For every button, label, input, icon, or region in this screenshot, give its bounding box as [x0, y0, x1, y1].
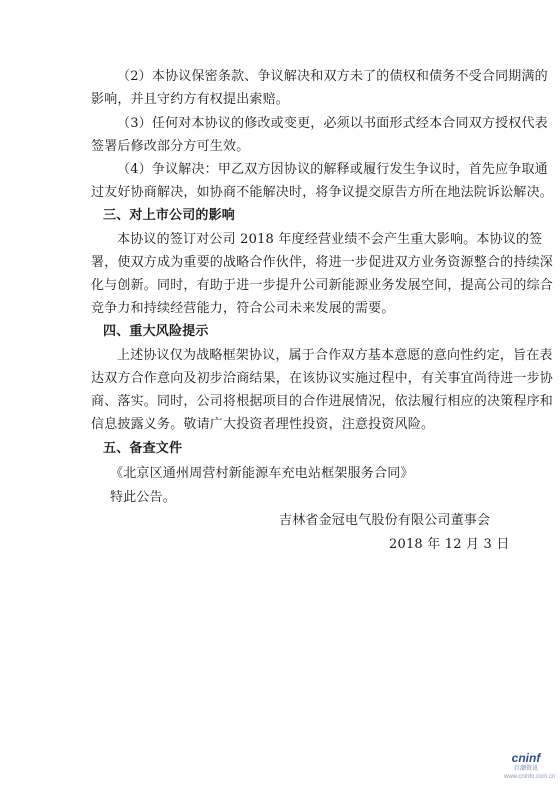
signatory: 吉林省金冠电气股份有限公司董事会: [279, 513, 491, 528]
section-3-line-2: 署，使双方成为重要的战略合作伙伴，将进一步促进双方业务资源整合的持续深: [91, 255, 554, 270]
section-3-line-3: 化与创新。同时，有助于进一步提升公司新能源业务发展空间，提高公司的综合: [91, 278, 554, 293]
section-4-heading: 四、重大风险提示: [103, 324, 209, 339]
section-4-line-4: 信息披露义务。敬请广大投资者理性投资，注意投资风险。: [91, 417, 435, 432]
clause-4-line-2: 过友好协商解决，如协商不能解决时，将争议提交原告方所在地法院诉讼解决。: [91, 185, 554, 200]
section-5-heading: 五、备查文件: [103, 441, 183, 456]
section-3-line-4: 竞争力和持续经营能力，符合公司未来发展的需要。: [91, 301, 395, 316]
cninfo-logo-chinese: 巨潮资讯: [513, 765, 538, 772]
section-4-line-2: 达双方合作意向及初步洽商结果，在该协议实施过程中，有关事宜尚待进一步协: [91, 371, 554, 386]
closing-notice: 特此公告。: [110, 490, 177, 505]
section-3-line-1: 本协议的签订对公司 2018 年度经营业绩不会产生重大影响。本协议的签: [117, 232, 543, 247]
cninfo-logo-url: www.cninfo.com.cn: [504, 774, 556, 780]
clause-2-line-2: 影响，并且守约方有权提出索赔。: [91, 92, 290, 107]
cninfo-watermark-logo: [504, 751, 556, 781]
clause-3-line-1: （3）任何对本协议的修改或变更，必须以书面形式经本合同双方授权代表: [117, 116, 548, 131]
section-4-line-1: 上述协议仅为战略框架协议，属于合作双方基本意愿的意向性约定，旨在表: [117, 348, 553, 363]
clause-4-line-1: （4）争议解决：甲乙双方因协议的解释或履行发生争议时，首先应争取通: [117, 162, 548, 177]
section-4-line-3: 商、落实。同时，公司将根据项目的合作进展情况，依法履行相应的决策程序和: [91, 394, 554, 409]
cninfo-logo-brand: cninf: [511, 751, 541, 765]
reference-document: 《北京区通州周营村新能源车充电站框架服务合同》: [110, 466, 414, 481]
announcement-date: 2018 年 12 月 3 日: [389, 537, 510, 552]
section-3-heading: 三、对上市公司的影响: [103, 208, 236, 223]
clause-3-line-2: 签署后修改部分方可生效。: [91, 139, 250, 154]
clause-2-line-1: （2）本协议保密条款、争议解决和双方未了的债权和债务不受合同期满的: [117, 69, 548, 84]
